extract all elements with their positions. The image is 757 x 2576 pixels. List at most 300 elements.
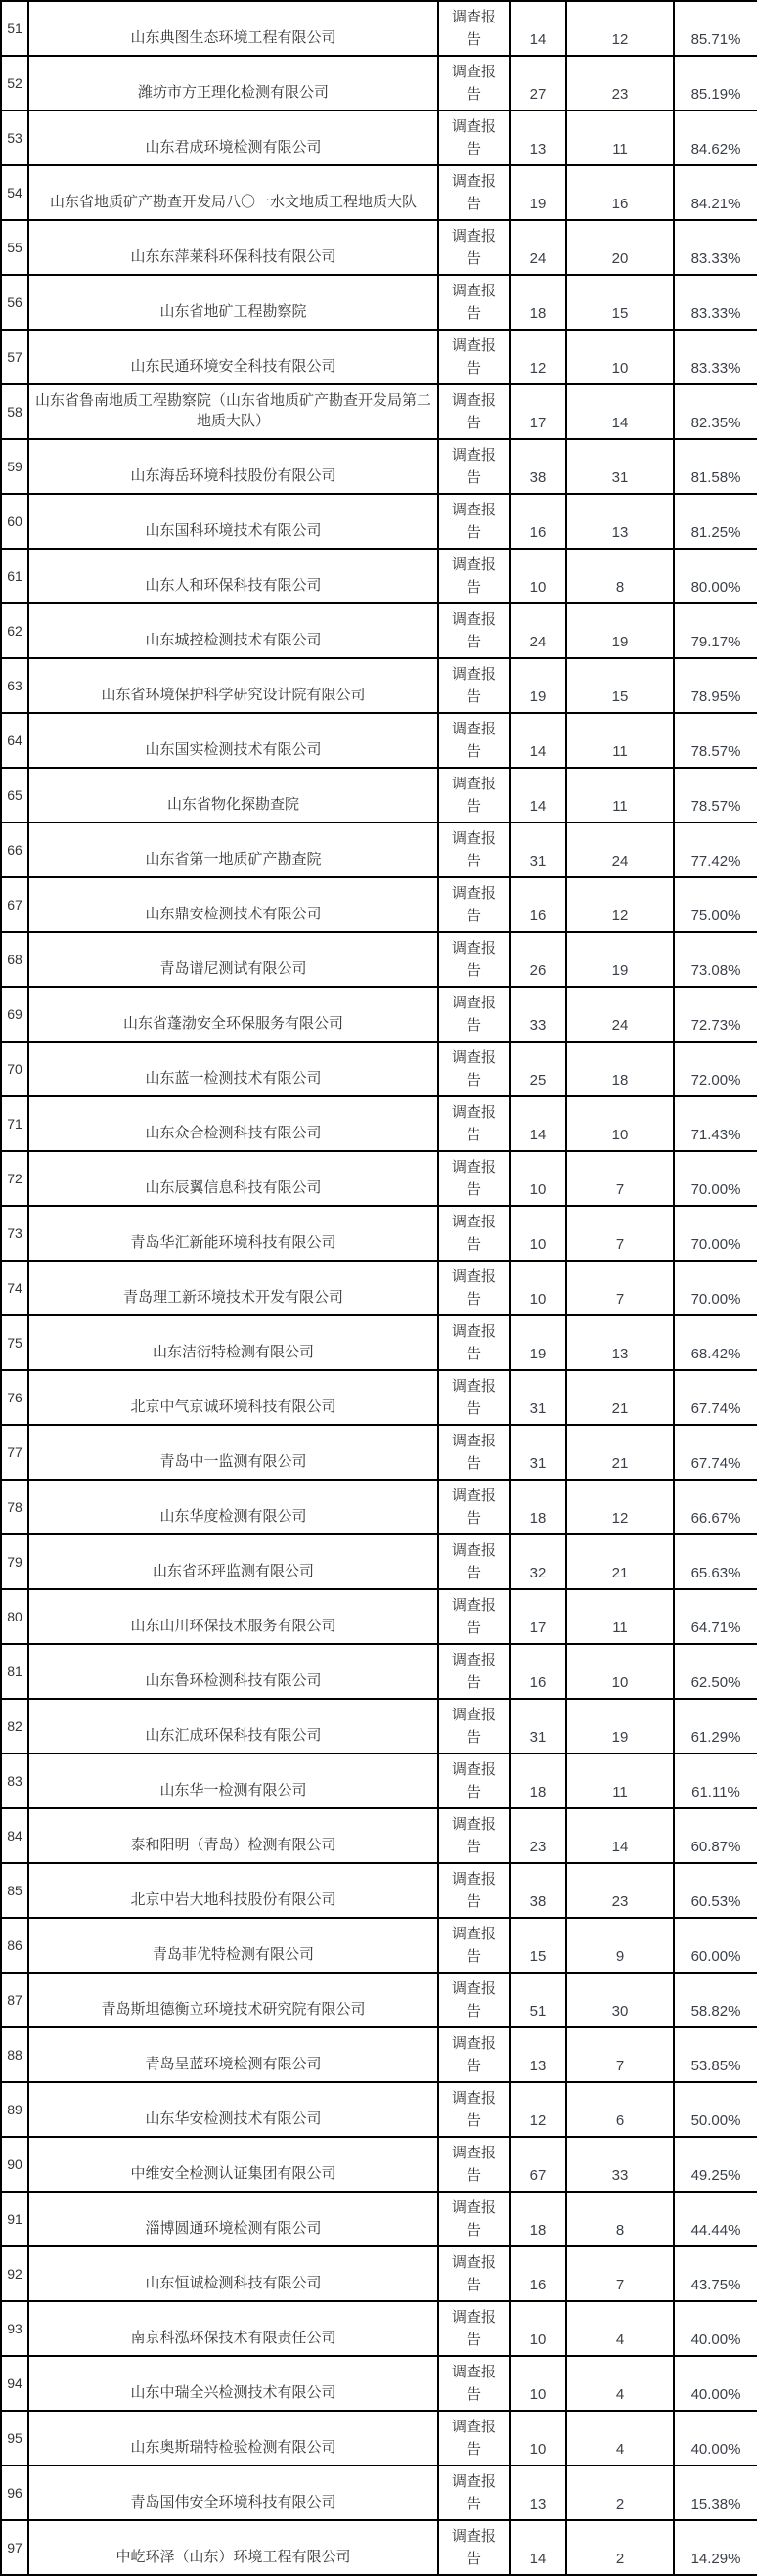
qualified-reports-cell: 9 [566,1918,674,1973]
table-row [1,2082,757,2137]
table-row [1,1,757,56]
report-type-cell: 调查报告 [438,2192,510,2246]
total-reports-cell: 31 [510,1370,566,1425]
table-row [1,111,757,165]
qualified-reports-cell: 14 [566,384,674,439]
qualified-reports-cell: 21 [566,1534,674,1589]
report-type-cell: 调查报告 [438,2246,510,2301]
qualified-reports-cell: 16 [566,165,674,220]
report-type-cell: 调查报告 [438,494,510,549]
pass-rate-cell: 40.00% [674,2301,757,2356]
total-reports-cell: 18 [510,275,566,330]
report-type-cell: 调查报告 [438,1699,510,1754]
table-row [1,877,757,932]
pass-rate-cell: 66.67% [674,1480,757,1534]
row-number-cell: 73 [1,1206,28,1261]
report-type-cell: 调查报告 [438,1206,510,1261]
table-row [1,658,757,713]
table-row [1,603,757,658]
company-name-cell: 山东省蓬渤安全环保服务有限公司 [28,987,438,1042]
row-number-cell: 67 [1,877,28,932]
pass-rate-cell: 85.19% [674,56,757,111]
table-row [1,1425,757,1480]
table-row [1,1973,757,2027]
qualified-reports-cell: 10 [566,330,674,384]
total-reports-cell: 32 [510,1534,566,1589]
total-reports-cell: 12 [510,330,566,384]
total-reports-cell: 10 [510,549,566,603]
row-number-cell: 89 [1,2082,28,2137]
company-name-cell: 山东华度检测有限公司 [28,1480,438,1534]
company-name-cell: 青岛理工新环境技术开发有限公司 [28,1261,438,1315]
row-number-cell: 69 [1,987,28,1042]
qualified-reports-cell: 33 [566,2137,674,2192]
total-reports-cell: 31 [510,1425,566,1480]
qualified-reports-cell: 6 [566,2082,674,2137]
table-row [1,2520,757,2575]
pass-rate-cell: 84.21% [674,165,757,220]
report-type-cell: 调查报告 [438,1042,510,1096]
table-row [1,1315,757,1370]
report-type-cell: 调查报告 [438,111,510,165]
row-number-cell: 84 [1,1808,28,1863]
qualified-reports-cell: 19 [566,603,674,658]
total-reports-cell: 10 [510,1261,566,1315]
qualified-reports-cell: 4 [566,2301,674,2356]
report-type-cell: 调查报告 [438,1096,510,1151]
qualified-reports-cell: 11 [566,768,674,822]
company-name-cell: 潍坊市方正理化检测有限公司 [28,56,438,111]
company-name-cell: 山东奥斯瑞特检验检测有限公司 [28,2411,438,2465]
qualified-reports-cell: 15 [566,658,674,713]
pass-rate-cell: 43.75% [674,2246,757,2301]
company-name-cell: 山东众合检测科技有限公司 [28,1096,438,1151]
qualified-reports-cell: 11 [566,111,674,165]
company-name-cell: 山东鼎安检测技术有限公司 [28,877,438,932]
pass-rate-cell: 70.00% [674,1151,757,1206]
pass-rate-cell: 67.74% [674,1370,757,1425]
total-reports-cell: 24 [510,220,566,275]
table-row [1,768,757,822]
table-row [1,2246,757,2301]
company-name-cell: 山东国科环境技术有限公司 [28,494,438,549]
table-row [1,439,757,494]
row-number-cell: 94 [1,2356,28,2411]
table-row [1,2192,757,2246]
table-row [1,713,757,768]
company-name-cell: 中维安全检测认证集团有限公司 [28,2137,438,2192]
table-row [1,220,757,275]
pass-rate-cell: 40.00% [674,2411,757,2465]
total-reports-cell: 19 [510,165,566,220]
table-row [1,549,757,603]
total-reports-cell: 25 [510,1042,566,1096]
company-name-cell: 山东蓝一检测技术有限公司 [28,1042,438,1096]
qualified-reports-cell: 7 [566,1206,674,1261]
total-reports-cell: 24 [510,603,566,658]
total-reports-cell: 26 [510,932,566,987]
report-type-cell: 调查报告 [438,713,510,768]
total-reports-cell: 17 [510,384,566,439]
pass-rate-cell: 62.50% [674,1644,757,1699]
pass-rate-cell: 14.29% [674,2520,757,2575]
report-type-cell: 调查报告 [438,1644,510,1699]
qualified-reports-cell: 14 [566,1808,674,1863]
pass-rate-cell: 72.00% [674,1042,757,1096]
report-type-cell: 调查报告 [438,2411,510,2465]
table-row [1,1699,757,1754]
report-type-cell: 调查报告 [438,2137,510,2192]
company-name-cell: 山东省鲁南地质工程勘察院（山东省地质矿产勘查开发局第二地质大队） [28,384,438,439]
qualified-reports-cell: 19 [566,1699,674,1754]
total-reports-cell: 14 [510,1,566,56]
total-reports-cell: 19 [510,658,566,713]
row-number-cell: 83 [1,1754,28,1808]
qualified-reports-cell: 11 [566,713,674,768]
pass-rate-cell: 64.71% [674,1589,757,1644]
company-name-cell: 山东海岳环境科技股份有限公司 [28,439,438,494]
qualified-reports-cell: 7 [566,1261,674,1315]
qualified-reports-cell: 15 [566,275,674,330]
total-reports-cell: 31 [510,822,566,877]
qualified-reports-cell: 31 [566,439,674,494]
row-number-cell: 95 [1,2411,28,2465]
row-number-cell: 52 [1,56,28,111]
company-name-cell: 山东华安检测技术有限公司 [28,2082,438,2137]
table-row [1,165,757,220]
report-type-cell: 调查报告 [438,1261,510,1315]
report-type-cell: 调查报告 [438,1863,510,1918]
total-reports-cell: 13 [510,2465,566,2520]
total-reports-cell: 16 [510,1644,566,1699]
qualified-reports-cell: 30 [566,1973,674,2027]
row-number-cell: 97 [1,2520,28,2575]
company-name-cell: 山东汇成环保科技有限公司 [28,1699,438,1754]
report-type-cell: 调查报告 [438,1151,510,1206]
table-row [1,987,757,1042]
report-type-cell: 调查报告 [438,275,510,330]
company-name-cell: 山东鲁环检测科技有限公司 [28,1644,438,1699]
table-row [1,1918,757,1973]
company-name-cell: 青岛华汇新能环境科技有限公司 [28,1206,438,1261]
total-reports-cell: 10 [510,1151,566,1206]
pass-rate-cell: 58.82% [674,1973,757,2027]
total-reports-cell: 33 [510,987,566,1042]
qualified-reports-cell: 4 [566,2411,674,2465]
company-name-cell: 中屹环泽（山东）环境工程有限公司 [28,2520,438,2575]
qualified-reports-cell: 21 [566,1425,674,1480]
report-type-cell: 调查报告 [438,2465,510,2520]
report-type-cell: 调查报告 [438,384,510,439]
table-row [1,2465,757,2520]
report-type-cell: 调查报告 [438,1808,510,1863]
qualified-reports-cell: 11 [566,1754,674,1808]
qualified-reports-cell: 13 [566,1315,674,1370]
total-reports-cell: 13 [510,111,566,165]
qualified-reports-cell: 2 [566,2520,674,2575]
pass-rate-cell: 80.00% [674,549,757,603]
total-reports-cell: 19 [510,1315,566,1370]
company-name-cell: 北京中岩大地科技股份有限公司 [28,1863,438,1918]
table-row [1,1589,757,1644]
qualified-reports-cell: 10 [566,1644,674,1699]
table-row [1,1863,757,1918]
pass-rate-cell: 15.38% [674,2465,757,2520]
pass-rate-cell: 81.25% [674,494,757,549]
report-type-cell: 调查报告 [438,1973,510,2027]
row-number-cell: 82 [1,1699,28,1754]
report-type-cell: 调查报告 [438,932,510,987]
qualified-reports-cell: 4 [566,2356,674,2411]
company-name-cell: 山东洁衍特检测有限公司 [28,1315,438,1370]
pass-rate-cell: 85.71% [674,1,757,56]
qualified-reports-cell: 12 [566,1,674,56]
company-name-cell: 青岛斯坦德衡立环境技术研究院有限公司 [28,1973,438,2027]
report-type-cell: 调查报告 [438,330,510,384]
table-row [1,1261,757,1315]
row-number-cell: 65 [1,768,28,822]
report-type-cell: 调查报告 [438,987,510,1042]
table-row [1,2027,757,2082]
total-reports-cell: 16 [510,494,566,549]
qualified-reports-cell: 20 [566,220,674,275]
total-reports-cell: 31 [510,1699,566,1754]
total-reports-cell: 18 [510,1754,566,1808]
table-row [1,1534,757,1589]
qualified-reports-cell: 7 [566,2246,674,2301]
pass-rate-cell: 81.58% [674,439,757,494]
row-number-cell: 72 [1,1151,28,1206]
table-row [1,1206,757,1261]
company-name-cell: 山东典图生态环境工程有限公司 [28,1,438,56]
report-type-cell: 调查报告 [438,822,510,877]
report-type-cell: 调查报告 [438,1,510,56]
qualified-reports-cell: 21 [566,1370,674,1425]
report-type-cell: 调查报告 [438,2301,510,2356]
row-number-cell: 78 [1,1480,28,1534]
report-type-cell: 调查报告 [438,1425,510,1480]
company-name-cell: 泰和阳明（青岛）检测有限公司 [28,1808,438,1863]
pass-rate-cell: 83.33% [674,220,757,275]
table-row [1,1644,757,1699]
row-number-cell: 63 [1,658,28,713]
company-name-cell: 青岛呈蓝环境检测有限公司 [28,2027,438,2082]
total-reports-cell: 14 [510,2520,566,2575]
company-name-cell: 山东省地质矿产勘查开发局八〇一水文地质工程地质大队 [28,165,438,220]
total-reports-cell: 14 [510,1096,566,1151]
qualified-reports-cell: 24 [566,987,674,1042]
pass-rate-cell: 53.85% [674,2027,757,2082]
company-name-cell: 山东省地矿工程勘察院 [28,275,438,330]
pass-rate-cell: 61.29% [674,1699,757,1754]
report-type-cell: 调查报告 [438,2082,510,2137]
company-name-cell: 青岛菲优特检测有限公司 [28,1918,438,1973]
pass-rate-cell: 71.43% [674,1096,757,1151]
row-number-cell: 64 [1,713,28,768]
table-row [1,1151,757,1206]
total-reports-cell: 27 [510,56,566,111]
pass-rate-cell: 68.42% [674,1315,757,1370]
company-name-cell: 青岛国伟安全环境科技有限公司 [28,2465,438,2520]
total-reports-cell: 23 [510,1808,566,1863]
qualified-reports-cell: 12 [566,1480,674,1534]
table-row [1,2356,757,2411]
report-type-cell: 调查报告 [438,1589,510,1644]
qualified-reports-cell: 24 [566,822,674,877]
report-type-cell: 调查报告 [438,2356,510,2411]
company-name-cell: 山东辰翼信息科技有限公司 [28,1151,438,1206]
company-name-cell: 山东中瑞全兴检测技术有限公司 [28,2356,438,2411]
report-type-cell: 调查报告 [438,1918,510,1973]
total-reports-cell: 10 [510,1206,566,1261]
row-number-cell: 79 [1,1534,28,1589]
total-reports-cell: 16 [510,877,566,932]
pass-rate-cell: 83.33% [674,330,757,384]
report-type-cell: 调查报告 [438,1315,510,1370]
row-number-cell: 77 [1,1425,28,1480]
pass-rate-cell: 67.74% [674,1425,757,1480]
qualified-reports-cell: 8 [566,549,674,603]
row-number-cell: 62 [1,603,28,658]
company-name-cell: 山东城控检测技术有限公司 [28,603,438,658]
qualified-reports-cell: 10 [566,1096,674,1151]
qualified-reports-cell: 13 [566,494,674,549]
table-row [1,56,757,111]
report-table-body [1,1,757,2575]
total-reports-cell: 16 [510,2246,566,2301]
pass-rate-cell: 75.00% [674,877,757,932]
row-number-cell: 55 [1,220,28,275]
company-name-cell: 山东省环玶监测有限公司 [28,1534,438,1589]
table-row [1,1042,757,1096]
report-type-cell: 调查报告 [438,1480,510,1534]
report-type-cell: 调查报告 [438,549,510,603]
pass-rate-cell: 44.44% [674,2192,757,2246]
company-name-cell: 山东东萍莱科环保科技有限公司 [28,220,438,275]
company-name-cell: 山东省物化探勘查院 [28,768,438,822]
row-number-cell: 85 [1,1863,28,1918]
pass-rate-cell: 78.95% [674,658,757,713]
row-number-cell: 92 [1,2246,28,2301]
qualified-reports-cell: 23 [566,1863,674,1918]
pass-rate-cell: 60.53% [674,1863,757,1918]
table-row [1,2301,757,2356]
pass-rate-cell: 72.73% [674,987,757,1042]
row-number-cell: 53 [1,111,28,165]
table-row [1,1096,757,1151]
row-number-cell: 51 [1,1,28,56]
company-name-cell: 青岛中一监测有限公司 [28,1425,438,1480]
table-row [1,1808,757,1863]
table-row [1,2411,757,2465]
pass-rate-cell: 78.57% [674,768,757,822]
row-number-cell: 93 [1,2301,28,2356]
table-row [1,1370,757,1425]
report-type-cell: 调查报告 [438,2520,510,2575]
pass-rate-cell: 49.25% [674,2137,757,2192]
report-type-cell: 调查报告 [438,2027,510,2082]
qualified-reports-cell: 18 [566,1042,674,1096]
row-number-cell: 74 [1,1261,28,1315]
report-type-cell: 调查报告 [438,768,510,822]
row-number-cell: 91 [1,2192,28,2246]
pass-rate-cell: 70.00% [674,1261,757,1315]
total-reports-cell: 13 [510,2027,566,2082]
qualified-reports-cell: 19 [566,932,674,987]
pass-rate-cell: 84.62% [674,111,757,165]
table-row [1,2137,757,2192]
row-number-cell: 60 [1,494,28,549]
pass-rate-cell: 82.35% [674,384,757,439]
company-name-cell: 山东恒诚检测科技有限公司 [28,2246,438,2301]
company-name-cell: 山东君成环境检测有限公司 [28,111,438,165]
total-reports-cell: 38 [510,439,566,494]
row-number-cell: 54 [1,165,28,220]
report-type-cell: 调查报告 [438,658,510,713]
row-number-cell: 70 [1,1042,28,1096]
qualified-reports-cell: 8 [566,2192,674,2246]
table-row [1,494,757,549]
row-number-cell: 58 [1,384,28,439]
total-reports-cell: 51 [510,1973,566,2027]
company-name-cell: 山东民通环境安全科技有限公司 [28,330,438,384]
row-number-cell: 66 [1,822,28,877]
report-type-cell: 调查报告 [438,877,510,932]
row-number-cell: 68 [1,932,28,987]
pass-rate-cell: 50.00% [674,2082,757,2137]
company-name-cell: 青岛谱尼测试有限公司 [28,932,438,987]
company-name-cell: 山东人和环保科技有限公司 [28,549,438,603]
report-type-cell: 调查报告 [438,1754,510,1808]
table-row [1,822,757,877]
row-number-cell: 86 [1,1918,28,1973]
report-type-cell: 调查报告 [438,1370,510,1425]
row-number-cell: 57 [1,330,28,384]
total-reports-cell: 18 [510,1480,566,1534]
row-number-cell: 61 [1,549,28,603]
company-name-cell: 山东山川环保技术服务有限公司 [28,1589,438,1644]
company-name-cell: 北京中气京诚环境科技有限公司 [28,1370,438,1425]
row-number-cell: 80 [1,1589,28,1644]
row-number-cell: 96 [1,2465,28,2520]
company-name-cell: 山东国实检测技术有限公司 [28,713,438,768]
company-name-cell: 山东华一检测有限公司 [28,1754,438,1808]
table-row [1,275,757,330]
company-name-cell: 南京科泓环保技术有限责任公司 [28,2301,438,2356]
pass-rate-cell: 83.33% [674,275,757,330]
qualified-reports-cell: 2 [566,2465,674,2520]
total-reports-cell: 10 [510,2301,566,2356]
row-number-cell: 81 [1,1644,28,1699]
company-name-cell: 山东省第一地质矿产勘查院 [28,822,438,877]
total-reports-cell: 10 [510,2356,566,2411]
total-reports-cell: 12 [510,2082,566,2137]
total-reports-cell: 14 [510,713,566,768]
report-type-cell: 调查报告 [438,439,510,494]
row-number-cell: 90 [1,2137,28,2192]
qualified-reports-cell: 7 [566,1151,674,1206]
report-type-cell: 调查报告 [438,56,510,111]
total-reports-cell: 15 [510,1918,566,1973]
total-reports-cell: 18 [510,2192,566,2246]
pass-rate-cell: 61.11% [674,1754,757,1808]
qualified-reports-cell: 12 [566,877,674,932]
table-row [1,932,757,987]
total-reports-cell: 38 [510,1863,566,1918]
row-number-cell: 87 [1,1973,28,2027]
qualified-reports-cell: 7 [566,2027,674,2082]
total-reports-cell: 67 [510,2137,566,2192]
